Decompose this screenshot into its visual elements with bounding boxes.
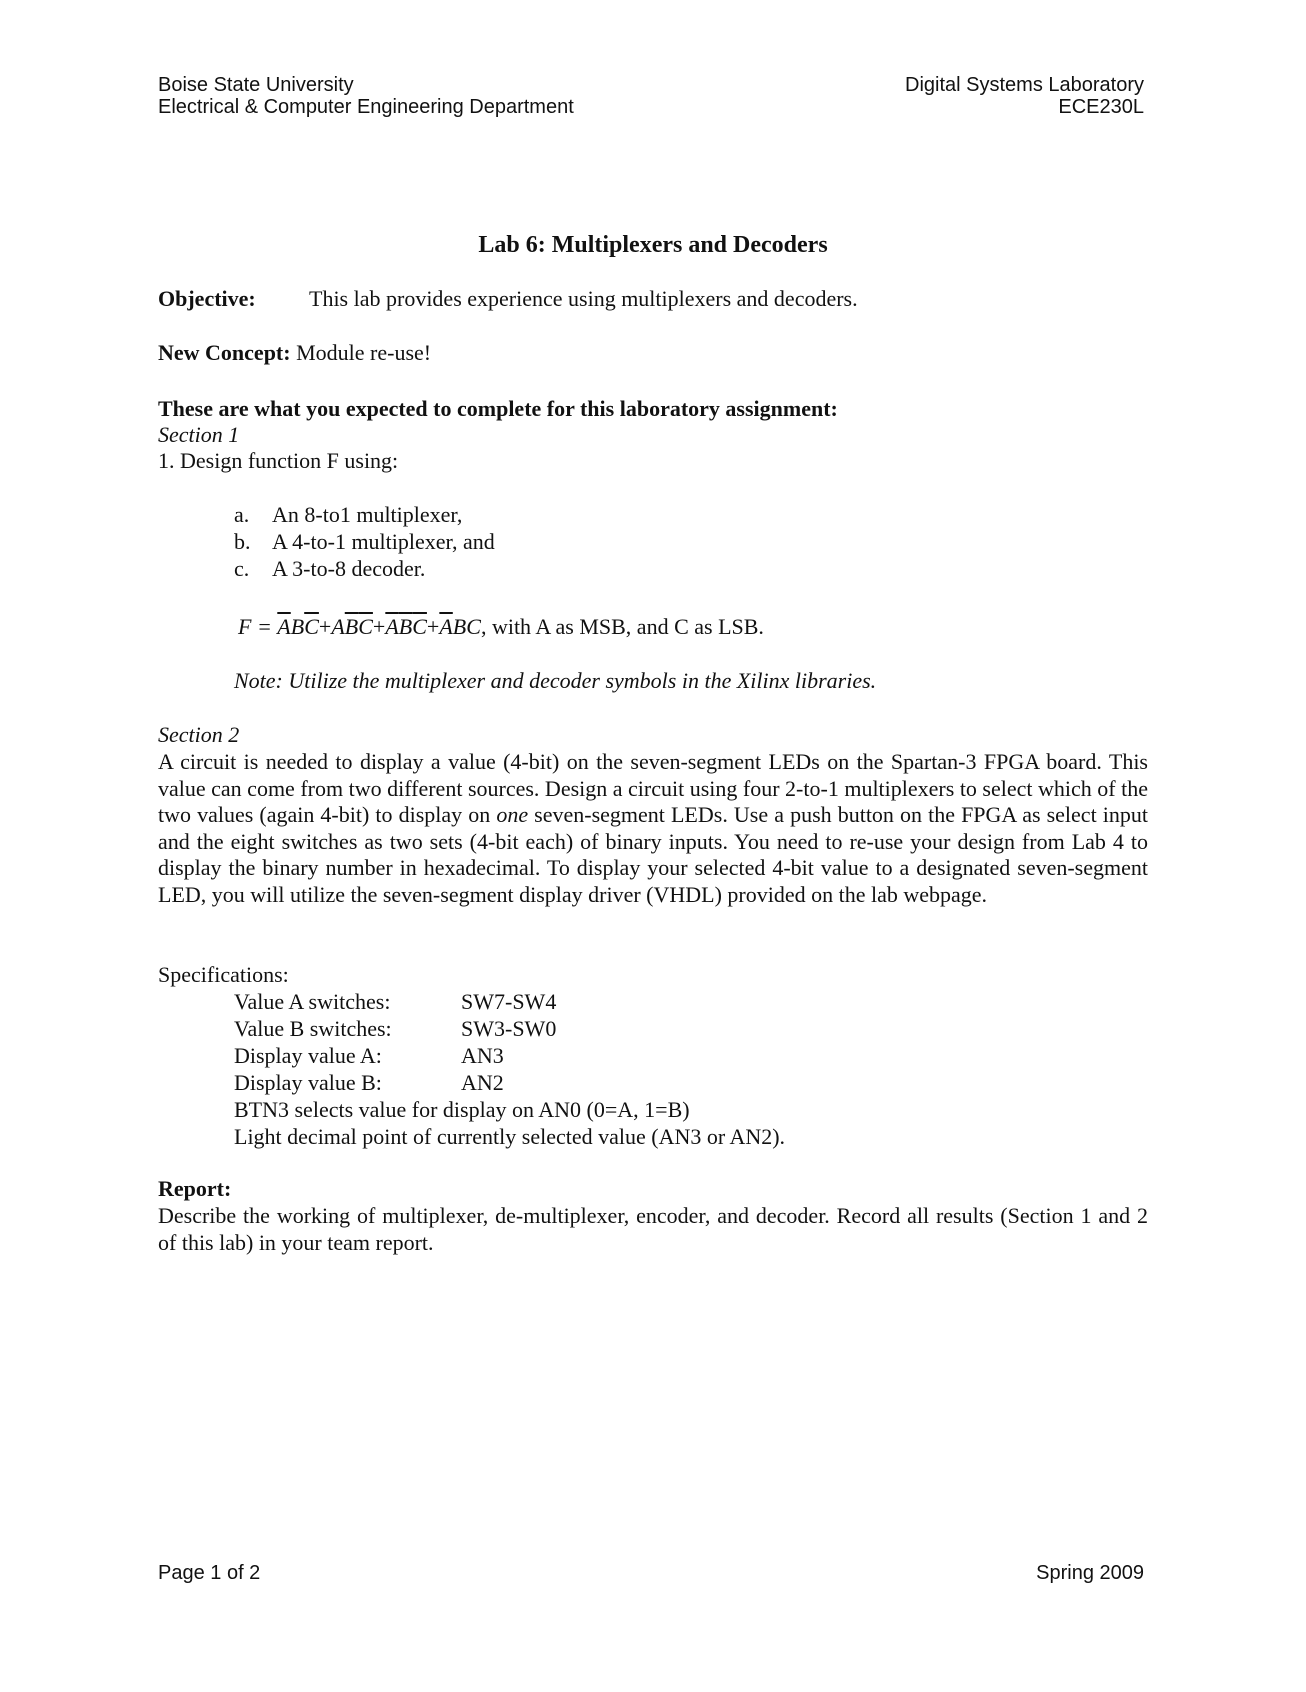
formula-variable: $\overline{C}$ xyxy=(412,614,427,639)
list-item xyxy=(234,502,495,529)
spec-key: Value A switches: xyxy=(234,989,391,1014)
specifications-heading: Specifications: xyxy=(158,962,289,987)
boolean-formula xyxy=(238,614,764,641)
new-concept-row xyxy=(158,340,431,367)
formula-variable: B xyxy=(290,614,305,639)
plus-sign: + xyxy=(426,614,440,639)
header-right xyxy=(905,74,1144,118)
formula-variable: A xyxy=(331,614,345,639)
list-marker: a. xyxy=(234,502,250,527)
formula-variable: $\overline{B}$ xyxy=(344,614,359,639)
list-text: A 4-to-1 multiplexer, and xyxy=(272,529,495,554)
list-text: A 3-to-8 decoder. xyxy=(272,556,426,581)
formula-lhs: F = xyxy=(238,614,272,639)
formula-variable: $\overline{C}$ xyxy=(358,614,373,639)
spec-value: SW3-SW0 xyxy=(461,1016,557,1041)
list-text: An 8-to1 multiplexer, xyxy=(272,502,463,527)
spec-value: AN2 xyxy=(461,1070,504,1095)
formula-variable: C xyxy=(466,614,481,639)
formula-terms xyxy=(277,614,481,639)
list-marker: b. xyxy=(234,529,251,554)
department-name: Electrical & Computer Engineering Department xyxy=(158,96,574,118)
spec-row xyxy=(234,1043,785,1070)
section2-heading: Section 2 xyxy=(158,722,240,747)
lab-name: Digital Systems Laboratory xyxy=(905,74,1144,96)
spec-value: SW7-SW4 xyxy=(461,989,557,1014)
report-heading: Report: xyxy=(158,1176,232,1201)
header-left xyxy=(158,74,574,118)
spec-line: BTN3 selects value for display on AN0 (0=A, 1=B) xyxy=(234,1097,690,1122)
spec-line: Light decimal point of currently selected value (AN3 or AN2). xyxy=(234,1124,786,1149)
spec-key: Value B switches: xyxy=(234,1016,392,1041)
objective-row xyxy=(158,286,858,313)
new-concept-label: New Concept: xyxy=(158,340,291,365)
list-marker: c. xyxy=(234,556,250,581)
semester: Spring 2009 xyxy=(1036,1562,1144,1584)
section2-paragraph xyxy=(158,749,1148,908)
formula-variable: $\overline{C}$ xyxy=(304,614,319,639)
spec-value: AN3 xyxy=(461,1043,504,1068)
section1-item: 1. Design function F using: xyxy=(158,448,399,473)
spec-row xyxy=(234,1016,785,1043)
formula-variable: $\overline{A}$ xyxy=(385,614,399,639)
formula-variable: B xyxy=(452,614,467,639)
spec-row xyxy=(234,1070,785,1097)
formula-variable: $\overline{A}$ xyxy=(277,614,291,639)
section1-heading: Section 1 xyxy=(158,422,240,447)
formula-variable: $\overline{A}$ xyxy=(439,614,453,639)
spec-key: Display value B: xyxy=(234,1070,382,1095)
spec-row xyxy=(234,989,785,1016)
page-number: Page 1 of 2 xyxy=(158,1562,261,1584)
spec-key: Display value A: xyxy=(234,1043,382,1068)
objective-text: This lab provides experience using multiplexers and decoders. xyxy=(309,286,858,311)
formula-suffix: , with A as MSB, and C as LSB. xyxy=(480,614,764,639)
page-title: Lab 6: Multiplexers and Decoders xyxy=(478,232,828,258)
paragraph-part: A circuit is needed to display a value (4-bit) on the seven-segment LEDs on the Spartan-3 FPGA board. This value can come from two different sources. Design a circuit using four 2-to-1 multiplexers to select which of the two values (again 4-bit) to display on xyxy=(158,749,1148,827)
list-item xyxy=(234,529,495,556)
emphasis-one: one xyxy=(496,802,529,827)
paragraph-part: seven-segment LEDs. Use a push button on the FPGA as select input and the eight switches as two sets (4-bit each) of binary inputs. You need to re-use your design from Lab 4 to display the binary number in hexadecimal. To display your selected 4-bit value to a designated seven-segment LED, you will utilize the seven-segment display driver (VHDL) provided on the lab webpage. xyxy=(158,802,1148,907)
formula-term xyxy=(385,614,427,639)
formula-term xyxy=(277,614,319,639)
report-text: Describe the working of multiplexer, de-multiplexer, encoder, and decoder. Record all results (Section 1 and 2 of this lab) in your team report. xyxy=(158,1203,1148,1255)
course-code: ECE230L xyxy=(1058,96,1144,118)
formula-term xyxy=(331,614,373,639)
xilinx-note: Note: Utilize the multiplexer and decoder symbols in the Xilinx libraries. xyxy=(234,668,877,693)
plus-sign: + xyxy=(318,614,332,639)
new-concept-text: Module re-use! xyxy=(296,340,432,365)
university-name: Boise State University xyxy=(158,74,354,96)
formula-term xyxy=(439,614,481,639)
specifications-list xyxy=(234,989,785,1151)
formula-variable: $\overline{B}$ xyxy=(398,614,413,639)
objective-label: Objective: xyxy=(158,286,256,311)
plus-sign: + xyxy=(372,614,386,639)
list-item xyxy=(234,556,495,583)
expectations-heading: These are what you expected to complete for this laboratory assignment: xyxy=(158,396,838,421)
design-options-list xyxy=(234,502,495,583)
